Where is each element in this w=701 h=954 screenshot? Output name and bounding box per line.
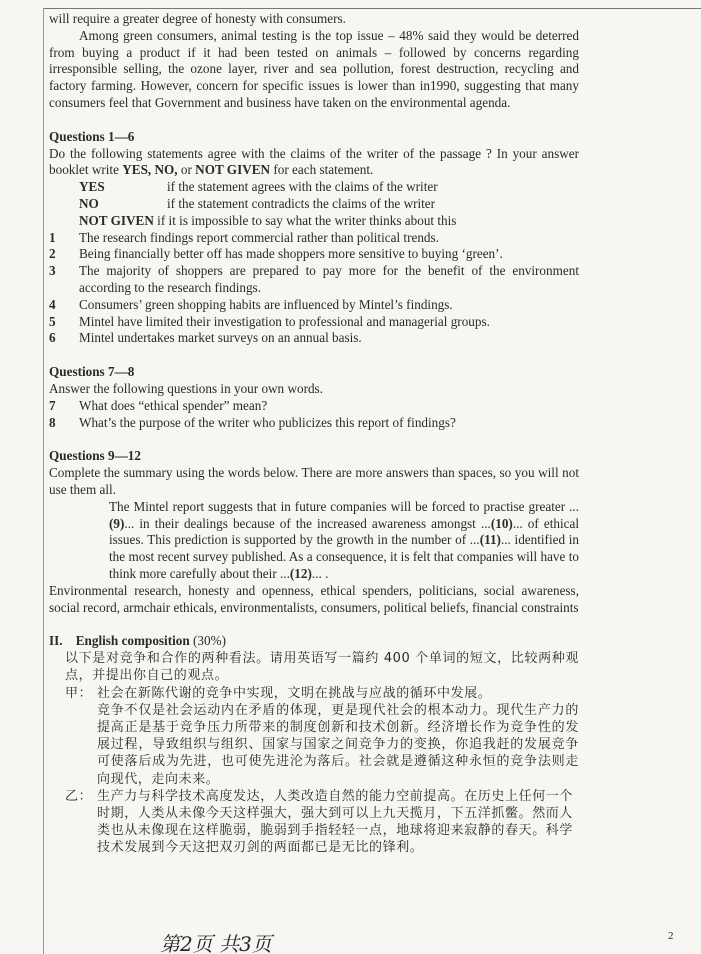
top-rule [44, 8, 701, 9]
handwritten-page-note: 第2页 共3页 [160, 932, 272, 954]
question-item: 8 What’s the purpose of the writer who publicizes this report of findings? [49, 414, 456, 430]
composition-prompt: 以下是对竞争和合作的两种看法。请用英语写一篇约 400 个单词的短文，比较两种观点，并提出你自己的观点。 [65, 651, 579, 684]
questions-1-6-instructions: Do the following statements agree with the claims of the writer of the passage ? In your answer booklet write YES, NO, or NOT GIVEN for each statement. [49, 145, 579, 178]
composition-heading: II. English composition (30%) [49, 633, 226, 649]
question-item: 1 The research findings report commercial rather than political trends. [49, 229, 439, 245]
question-item: 4 Consumers’ green shopping habits are influenced by Mintel’s findings. [49, 296, 453, 312]
definition-yes: YES if the statement agrees with the claims of the writer [79, 179, 438, 195]
definition-no: NO if the statement contradicts the claims of the writer [79, 195, 436, 211]
word-bank: Environmental research, honesty and openness, ethical spenders, politicians, social awareness, social record, armchair ethicals, environmentalists, consumers, political beliefs, financial constraints [49, 582, 579, 615]
view-a: 甲： 社会在新陈代谢的竞争中实现，文明在挑战与应战的循环中发展。 [65, 685, 492, 701]
page-content [49, 11, 579, 857]
question-item: 5 Mintel have limited their investigation to professional and managerial groups. [49, 313, 490, 329]
questions-9-12-heading: Questions 9—12 [49, 448, 141, 464]
view-a-body: 竞争不仅是社会运动内在矛盾的体现，更是现代社会的根本动力。现代生产力的提高正是基于竞争压力所带来的制度创新和技术创新。经济增长作为竞争性的发展过程，导致组织与组织、国家与国家之间竞争力的变换，你追我赶的发展竞争可使落后成为先进，也可使先进沦为落后。社会就是遵循这种永恒的竞争法则走向现代，走向未来。 [97, 702, 579, 787]
questions-1-6-heading: Questions 1—6 [49, 128, 135, 144]
page-number: 2 [668, 930, 674, 942]
passage-paragraph: Among green consumers, animal testing is the top issue – 48% said they would be deterred from buying a product if it had been tested on animals – followed by concerns regarding irresponsible selling, the ozone layer, river and sea pollution, forest destruction, recycling and factory farming. However, concern for specific issues is lower than in1990, suggesting that many consumers feel that Government and business have taken on the environmental agenda. [49, 27, 579, 110]
definition-not-given: NOT GIVEN if it is impossible to say what the writer thinks about this [79, 212, 457, 228]
question-item: 3 The majority of shoppers are prepared to pay more for the benefit of the environment according to the research findings. [49, 263, 579, 295]
left-rule [43, 8, 44, 954]
composition-prompt-block [49, 650, 579, 856]
question-item: 7 What does “ethical spender” mean? [49, 397, 268, 413]
questions-9-12-instructions: Complete the summary using the words below. There are more answers than spaces, so you will not use them all. [49, 465, 579, 497]
view-b: 乙： 生产力与科学技术高度发达，人类改造自然的能力空前提高。在历史上任何一个时期，人类从未像今天这样强大，强大到可以上九天揽月，下五洋抓鳖。然而人类也从未像现在这样脆弱，脆弱到手指轻轻一点，地球将迎来寂静的春天。科学技术发展到今天这把双刃剑的两面都已是无比的锋利。 [65, 788, 574, 856]
question-item: 6 Mintel undertakes market surveys on an annual basis. [49, 330, 362, 346]
summary-text: The Mintel report suggests that in future companies will be forced to practise greater ...(9)... in their dealings because of the increased awareness amongst ...(10)... of ethical issues. This prediction is supported by the growth in the number of ...(11)... identified in the most recent survey published. As a consequence, it is felt that companies will have to think more carefully about their ...(12)... . [109, 498, 580, 581]
questions-7-8-heading: Questions 7—8 [49, 364, 135, 380]
question-item: 2 Being financially better off has made shoppers more sensitive to buying ‘green’. [49, 246, 503, 262]
questions-7-8-instructions: Answer the following questions in your own words. [49, 380, 323, 396]
passage-line: will require a greater degree of honesty with consumers. [49, 11, 346, 26]
